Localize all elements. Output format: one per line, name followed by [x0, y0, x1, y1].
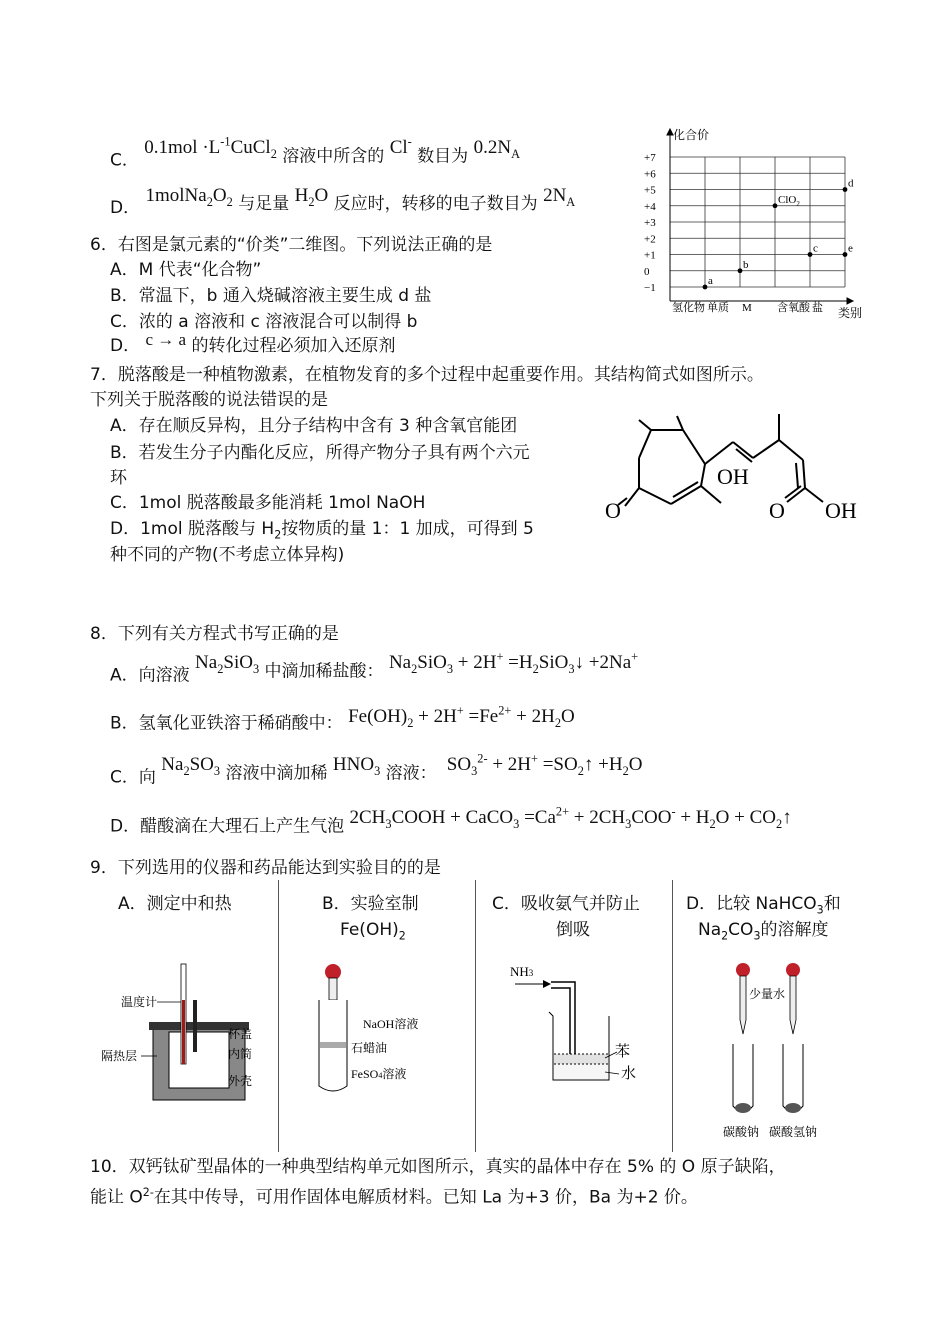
q6-stem: 6．右图是氯元素的“价类”二维图。下列说法正确的是	[90, 235, 493, 255]
q6-option-d: D． c → a 的转化过程必须加入还原剂	[110, 330, 396, 356]
structure-acid-o: O	[769, 498, 785, 523]
chart-axes	[667, 129, 853, 304]
q7-option-c: C．1mol 脱落酸最多能消耗 1mol NaOH	[110, 493, 426, 513]
label-small-water: 少量水	[749, 987, 786, 1001]
q7-option-b-line1: B．若发生分子内酯化反应，所得产物分子具有两个六元	[110, 443, 530, 463]
q6-option-c: C．浓的 a 溶液和 c 溶液混合可以制得 b	[110, 312, 418, 332]
chart-points	[703, 178, 854, 290]
equation-b: $Fe(OH)_2 + 2H^+ =Fe^{2+} + 2H_2O$	[348, 704, 575, 731]
q9-d-title-line2: $Na_2CO_3$的溶解度	[698, 920, 829, 943]
formula-cucl2: $0.1mol \cdot L^{-1}CuCl_2$	[144, 135, 277, 162]
q7-option-d-line1: D．1mol 脱落酸与 $H_2$按物质的量 1：1 加成，可得到 5	[110, 519, 534, 542]
y-tick-label: +3	[644, 217, 656, 229]
q9-stem: 9．下列选用的仪器和药品能达到实验目的的是	[90, 858, 441, 878]
y-tick-label: +6	[644, 168, 656, 181]
x-category-label: 盐	[812, 302, 823, 314]
q8-option-c: C．向 $Na_2SO_3$ 溶液中滴加稀 $HNO_3$ 溶液： $SO_3^{2-} + 2H^+$ $=SO_2↑ +H_2O$	[110, 752, 643, 788]
chart-x-label: 类别	[838, 306, 863, 320]
column-divider	[475, 880, 476, 1152]
calorimeter-diagram	[95, 960, 275, 1110]
equation-c: $SO_3^{2-} + 2H^+$ $=SO_2↑ +H_2O$	[442, 752, 643, 779]
q6-option-a: A．M 代表“化合物”	[110, 260, 262, 280]
label-lid: 杯盖	[228, 1027, 253, 1041]
q9-b-title-line1: B．实验室制	[322, 894, 419, 914]
q5-option-d: D． $1molNa_2O_2$ 与足量 $H_2O$ 反应时，转移的电子数目为 $2N_A$	[110, 185, 576, 218]
chart-point-b	[738, 268, 743, 273]
q9-a-title: A．测定中和热	[118, 894, 232, 914]
label-feso4: FeSO4溶液	[351, 1067, 407, 1081]
q7-stem-line1: 7．脱落酸是一种植物激素，在植物发育的多个过程中起重要作用。其结构简式如图所示。	[90, 365, 764, 385]
chart-point-label: d	[848, 177, 854, 190]
structure-acid-oh: OH	[825, 498, 857, 523]
q7-stem-line2: 下列关于脱落酸的说法错误的是	[90, 390, 328, 410]
feoh2-apparatus	[305, 960, 465, 1100]
label-paraffin-oil: 石蜡油	[351, 1041, 388, 1055]
equation-a: $Na_2SiO_3 + 2H^+$ $=H_2SiO_3↓ +2Na^+$	[388, 650, 639, 677]
chart-point-label: c	[813, 242, 818, 255]
formula-na2so3: $Na_2SO_3$	[161, 754, 221, 779]
option-label: D．	[110, 198, 141, 218]
y-tick-label: +5	[644, 184, 656, 197]
abscisic-acid-structure	[605, 408, 875, 528]
y-tick-label: 0	[644, 265, 650, 278]
x-category-label: 氢化物	[672, 302, 705, 314]
formula-2na: $2N_A$	[543, 185, 576, 209]
q7-option-d-line2: 种不同的产物(不考虑立体异构)	[110, 545, 345, 565]
q7-option-a: A．存在顺反异构，且分子结构中含有 3 种含氧官能团	[110, 416, 518, 436]
y-tick-label: +7	[644, 152, 656, 164]
column-divider	[278, 880, 279, 1152]
chart-y-label: 化合价	[673, 128, 710, 142]
y-tick-label: +1	[644, 249, 656, 262]
q8-option-b: B．氢氧化亚铁溶于稀硝酸中： $Fe(OH)_2 + 2H^+ =Fe^{2+} + 2H_2O$	[110, 704, 575, 734]
y-tick-label: −1	[644, 282, 656, 294]
label-thermometer: 温度计	[121, 995, 158, 1009]
q8-option-a: A．向溶液 $Na_2SiO_3$ 中滴加稀盐酸： $Na_2SiO_3 + 2H^+$ $=H_2SiO_3↓ +2Na^+$	[110, 650, 639, 686]
chart-grid	[670, 157, 845, 287]
formula-cl-ion: Cl-	[389, 135, 412, 159]
formula-na2o2: $1molNa_2O_2$	[145, 185, 233, 209]
label-benzene: 苯	[615, 1044, 631, 1060]
chart-point-e	[843, 252, 848, 257]
q10-line1: 10．双钙钛矿型晶体的一种典型结构单元如图所示，真实的晶体中存在 5% 的 O 原子缺陷，	[90, 1157, 786, 1177]
chart-point-d	[843, 187, 848, 192]
q9-c-title-line1: C．吸收氨气并防止	[492, 894, 640, 914]
label-water: 水	[621, 1066, 637, 1082]
ammonia-absorption-apparatus	[505, 960, 685, 1090]
chart-point-label: b	[743, 258, 749, 271]
chart-point-label: a	[708, 275, 713, 287]
structure-ketone-o: O	[605, 498, 621, 523]
q9-c-title-line2: 倒吸	[556, 920, 590, 940]
formula-h2o: $H_2O$	[294, 185, 329, 209]
x-category-label: M	[742, 302, 752, 314]
option-label: C．	[110, 150, 139, 171]
solubility-comparison-apparatus	[705, 960, 875, 1145]
label-sodium-bicarbonate: 碳酸氢钠	[769, 1125, 818, 1139]
q5-option-c: C． $0.1mol \cdot L^{-1}CuCl_2$ 溶液中所含的 Cl- 数目为 $0.2N_A$	[110, 135, 520, 171]
y-tick-label: +4	[644, 200, 656, 213]
q7-option-b-line2: 环	[110, 468, 127, 488]
chlorine-valence-chart	[640, 125, 870, 325]
chart-point-a	[703, 285, 708, 290]
q10-line2: 能让 $O^{2-}$在其中传导，可用作固体电解质材料。已知 La 为+3 价，Ba 为+2 价。	[90, 1186, 698, 1208]
chart-point-c	[808, 252, 813, 257]
formula-na2sio3: $Na_2SiO_3$	[195, 652, 260, 677]
label-inner-cup: 内筒	[228, 1047, 253, 1061]
x-category-label: 含氧酸	[777, 302, 810, 314]
equation-d: $2CH_3COOH$ + CaCO$_3$ $=Ca^{2+} + 2CH_3COO^- + H_2O$ + $CO_2↑$	[349, 805, 792, 832]
formula-hno3: $HNO_3$	[332, 754, 381, 779]
chart-x-categories	[672, 300, 823, 314]
q8-stem: 8．下列有关方程式书写正确的是	[90, 624, 339, 644]
chart-point-label: ClO$_2$	[778, 193, 800, 208]
y-tick-label: +2	[644, 233, 656, 246]
q6-option-b: B．常温下，b 通入烧碱溶液主要生成 d 盐	[110, 286, 432, 306]
formula-c-to-a: c → a	[145, 330, 187, 349]
q9-d-title-line1: D．比较 NaHCO$_3$和	[686, 894, 841, 917]
label-insulation: 隔热层	[101, 1049, 138, 1063]
chart-point-clo2	[773, 203, 778, 208]
q8-option-d: D．醋酸滴在大理石上产生气泡 $2CH_3COOH$ + CaCO$_3$ $=Ca^{2+} + 2CH_3COO^- + H_2O$ + $CO_2↑$	[110, 805, 792, 837]
label-sodium-carbonate: 碳酸钠	[723, 1125, 760, 1139]
chart-point-label: e	[848, 242, 853, 255]
structure-oh-label: OH	[717, 464, 749, 489]
formula-02na: $0.2N_A$	[473, 137, 520, 162]
x-category-label: 单质	[707, 302, 729, 314]
chart-y-ticks	[644, 152, 656, 294]
x-axis-arrow	[847, 298, 853, 304]
label-naoh: NaOH溶液	[363, 1017, 419, 1031]
q9-b-title-line2: $Fe(OH)_2$	[340, 920, 406, 943]
label-outer-shell: 外壳	[228, 1074, 253, 1088]
label-nh3: NH3	[510, 964, 534, 979]
